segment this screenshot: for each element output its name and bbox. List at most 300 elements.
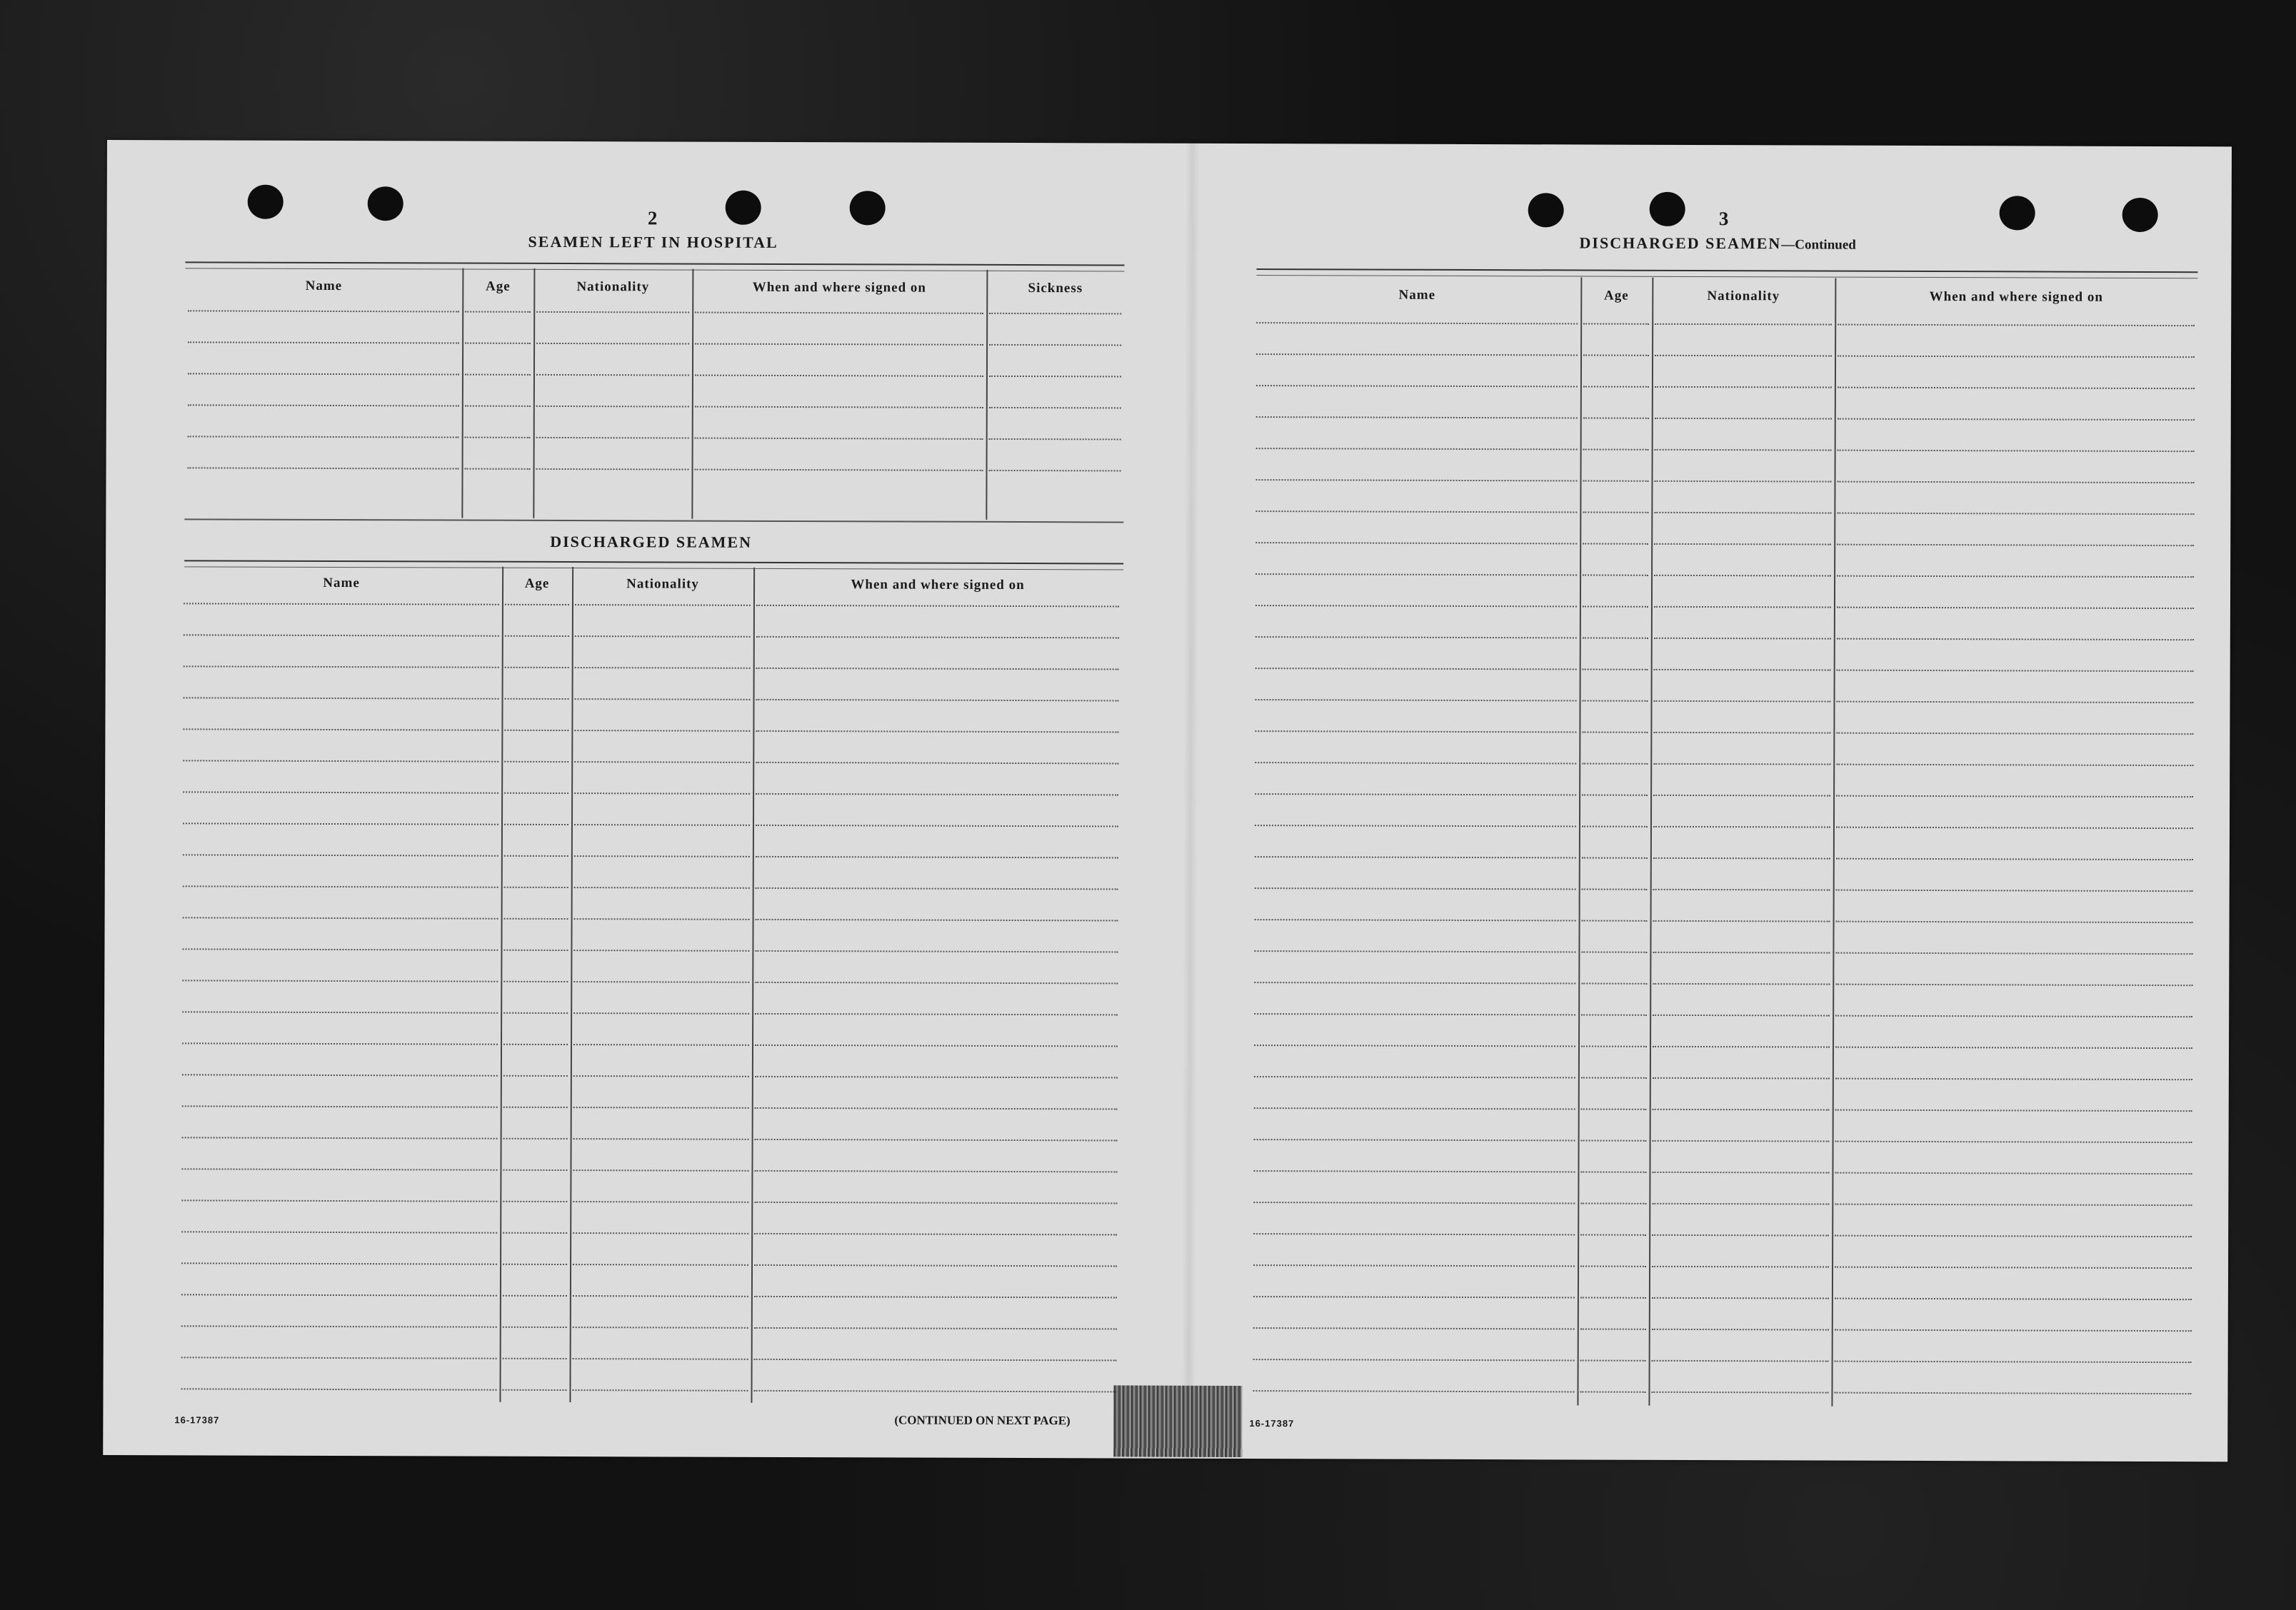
entry-row-line <box>1652 1234 1829 1237</box>
entry-row-line <box>756 762 1118 765</box>
entry-row-line <box>1255 762 1576 764</box>
column-header: Sickness <box>1028 280 1083 296</box>
entry-row-line <box>575 667 751 669</box>
punch-hole <box>1528 193 1564 227</box>
entry-row-line <box>1582 794 1648 795</box>
column-header: When and where signed on <box>752 279 927 296</box>
entry-row-line <box>1255 919 1576 921</box>
entry-row-line <box>1583 417 1649 418</box>
entry-row-line <box>503 1327 567 1328</box>
entry-row-line <box>756 699 1119 702</box>
entry-row-line <box>1254 1076 1575 1078</box>
entry-row-line <box>182 1105 498 1107</box>
entry-row-line <box>184 697 499 699</box>
column <box>1577 277 1652 1405</box>
entry-row-line <box>505 604 569 605</box>
entry-row-line <box>1581 982 1647 984</box>
entry-row-line <box>1582 763 1648 764</box>
entry-row-line <box>756 605 1119 608</box>
entry-row-line <box>1583 605 1648 607</box>
entry-row-line <box>1256 479 1578 481</box>
entry-row-line <box>754 1359 1117 1362</box>
entry-row-line <box>504 793 568 794</box>
entry-row-line <box>1653 1077 1830 1080</box>
entry-row-line <box>1655 386 1832 388</box>
entry-row-line <box>1580 1328 1646 1329</box>
entry-row-line <box>755 1045 1118 1047</box>
entry-row-line <box>1836 858 2193 861</box>
entry-row-line <box>754 1233 1117 1236</box>
entry-row-line <box>503 1201 567 1202</box>
column-header: Nationality <box>626 575 699 592</box>
entry-row-line <box>1653 889 1830 891</box>
entry-row-line <box>1835 1267 2192 1269</box>
entry-row-line <box>573 1264 748 1266</box>
column <box>1648 278 1835 1407</box>
entry-row-line <box>573 1201 748 1203</box>
entry-row-line <box>1255 730 1576 733</box>
entry-row-line <box>504 824 568 825</box>
entry-row-line <box>1654 700 1831 703</box>
entry-row-line <box>1253 1296 1575 1298</box>
discharged-cont-title <box>1580 233 1856 253</box>
entry-row-line <box>465 311 531 313</box>
entry-row-line <box>504 730 568 731</box>
discharged-section-title: DISCHARGED SEAMEN <box>550 532 753 551</box>
entry-row-line <box>1255 542 1577 544</box>
entry-row-line <box>1255 825 1576 827</box>
entry-row-line <box>1581 1045 1647 1047</box>
entry-row-line <box>188 467 459 469</box>
entry-row-line <box>756 636 1119 639</box>
entry-row-line <box>756 793 1118 796</box>
entry-row-line <box>503 1358 567 1359</box>
entry-row-line <box>573 981 749 983</box>
entry-row-line <box>1254 1013 1575 1015</box>
entry-row-line <box>1653 1109 1830 1111</box>
entry-row-line <box>503 1295 567 1297</box>
entry-row-line <box>1253 1170 1575 1172</box>
entry-row-line <box>1583 354 1649 356</box>
entry-row-line <box>503 981 568 982</box>
entry-row-line <box>1581 1139 1647 1141</box>
column <box>184 267 462 518</box>
entry-row-line <box>1654 575 1831 577</box>
entry-row-line <box>1583 668 1648 670</box>
entry-row-line <box>1253 1202 1575 1204</box>
entry-row-line <box>695 406 983 408</box>
entry-row-line <box>1654 638 1831 640</box>
entry-row-line <box>1838 450 2195 453</box>
entry-row-line <box>1580 1359 1646 1361</box>
entry-row-line <box>505 667 569 668</box>
entry-row-line <box>1655 449 1832 451</box>
entry-row-line <box>573 1075 749 1077</box>
continued-note: (CONTINUED ON NEXT PAGE) <box>894 1413 1071 1428</box>
entry-row-line <box>573 1012 749 1015</box>
entry-row-line <box>573 1138 749 1140</box>
entry-row-line <box>1654 606 1831 608</box>
entry-row-line <box>1255 793 1576 795</box>
column-header: Nationality <box>576 278 650 294</box>
entry-row-line <box>1835 1235 2192 1238</box>
entry-row-line <box>182 1074 498 1076</box>
entry-row-line <box>1254 1045 1575 1047</box>
entry-row-line <box>1652 1172 1829 1174</box>
entry-row-line <box>1256 353 1578 356</box>
binding-smudge <box>1113 1385 1242 1457</box>
entry-row-line <box>1254 1107 1575 1110</box>
entry-row-line <box>574 887 750 889</box>
entry-row-line <box>754 1296 1117 1299</box>
column-header: Age <box>524 575 550 591</box>
entry-row-line <box>1582 920 1648 921</box>
entry-row-line <box>755 982 1118 985</box>
entry-row-line <box>1654 512 1831 514</box>
entry-row-line <box>573 1327 748 1329</box>
entry-row-line <box>1653 920 1830 922</box>
entry-row-line <box>503 1044 568 1045</box>
column-header: When and where signed on <box>851 576 1025 593</box>
entry-row-line <box>188 373 459 375</box>
entry-row-line <box>188 341 459 343</box>
entry-row-line <box>1582 731 1648 733</box>
discharged-cont-title-main: DISCHARGED SEAMEN <box>1579 233 1782 253</box>
entry-row-line <box>1837 513 2194 515</box>
entry-row-line <box>1652 1360 1829 1362</box>
entry-row-line <box>1253 1390 1575 1392</box>
entry-row-line <box>989 470 1121 472</box>
entry-row-line <box>1255 636 1577 638</box>
discharged-cont-title-suffix: —Continued <box>1781 237 1856 253</box>
entry-row-line <box>1255 856 1576 858</box>
punch-hole <box>850 191 886 225</box>
entry-row-line <box>1837 638 2194 641</box>
entry-row-line <box>695 469 983 471</box>
entry-row-line <box>1580 1171 1646 1172</box>
entry-row-line <box>1583 637 1648 638</box>
entry-row-line <box>536 468 689 471</box>
punch-hole <box>368 186 403 221</box>
entry-row-line <box>989 376 1121 378</box>
form-sheet <box>103 140 2232 1461</box>
entry-row-line <box>1653 1140 1830 1142</box>
entry-row-line <box>465 406 531 407</box>
entry-row-line <box>184 634 499 636</box>
entry-row-line <box>184 603 499 605</box>
entry-row-line <box>1254 1139 1575 1141</box>
entry-row-line <box>465 437 531 438</box>
entry-row-line <box>1582 825 1648 827</box>
entry-row-line <box>182 948 498 950</box>
entry-row-line <box>754 1327 1117 1330</box>
entry-row-line <box>1581 1108 1647 1110</box>
entry-row-line <box>1653 732 1830 734</box>
entry-row-line <box>1836 733 2193 735</box>
entry-row-line <box>573 1358 748 1360</box>
entry-row-line <box>695 438 983 440</box>
entry-row-line <box>1255 605 1577 607</box>
entry-row-line <box>573 1169 748 1172</box>
entry-row-line <box>573 1107 749 1109</box>
entry-row-line <box>504 855 568 857</box>
entry-row-line <box>572 1389 748 1392</box>
entry-row-line <box>182 1011 498 1013</box>
entry-row-line <box>1653 857 1830 860</box>
entry-row-line <box>1255 699 1577 701</box>
entry-row-line <box>989 344 1121 346</box>
column-header: Name <box>323 575 360 590</box>
entry-row-line <box>465 374 531 376</box>
entry-row-line <box>1582 888 1648 890</box>
entry-row-line <box>756 668 1119 670</box>
entry-row-line <box>181 1168 497 1170</box>
entry-row-line <box>1253 1264 1575 1267</box>
entry-row-line <box>754 1202 1117 1204</box>
entry-row-line <box>1835 1298 2192 1301</box>
entry-row-line <box>1838 481 2195 484</box>
entry-row-line <box>575 604 751 606</box>
entry-row-line <box>695 343 983 346</box>
hospital-table <box>184 267 1124 520</box>
entry-row-line <box>574 730 750 732</box>
entry-row-line <box>1256 416 1578 418</box>
entry-row-line <box>755 1139 1118 1142</box>
entry-row-line <box>1655 418 1832 420</box>
column <box>533 268 692 519</box>
entry-row-line <box>1835 1172 2192 1175</box>
column <box>691 269 986 520</box>
column <box>178 565 502 1402</box>
entry-row-line <box>574 793 750 795</box>
entry-row-line <box>1834 1392 2191 1395</box>
entry-row-line <box>1653 1046 1830 1048</box>
entry-row-line <box>1583 323 1649 324</box>
entry-row-line <box>1253 1359 1575 1361</box>
entry-row-line <box>1654 669 1831 671</box>
entry-row-line <box>574 918 750 920</box>
discharged-table <box>178 565 1122 1404</box>
entry-row-line <box>181 1231 497 1233</box>
discharged-cont-table <box>1250 276 2197 1407</box>
entry-row-line <box>183 728 498 730</box>
entry-row-line <box>695 312 983 314</box>
entry-row-line <box>573 1044 749 1046</box>
column <box>499 567 572 1402</box>
entry-row-line <box>1836 827 2193 830</box>
entry-row-line <box>574 855 750 857</box>
entry-row-line <box>989 438 1121 441</box>
entry-row-line <box>536 343 689 345</box>
entry-row-line <box>1256 448 1578 450</box>
entry-row-line <box>505 698 569 700</box>
entry-row-line <box>503 1107 568 1108</box>
entry-row-line <box>503 1138 568 1139</box>
entry-row-line <box>1837 670 2194 673</box>
entry-row-line <box>188 404 459 406</box>
entry-row-line <box>1256 385 1578 387</box>
entry-row-line <box>182 1137 498 1139</box>
entry-row-line <box>1580 1297 1646 1298</box>
entry-row-line <box>1652 1329 1829 1331</box>
entry-row-line <box>1583 700 1648 701</box>
entry-row-line <box>1253 1233 1575 1235</box>
entry-row-line <box>503 1012 568 1014</box>
entry-row-line <box>181 1325 497 1327</box>
entry-row-line <box>183 760 498 762</box>
left-page-number: 2 <box>647 207 658 229</box>
entry-row-line <box>1835 1361 2192 1364</box>
column <box>1250 276 1580 1405</box>
entry-row-line <box>1255 887 1576 890</box>
entry-row-line <box>574 824 750 826</box>
entry-row-line <box>505 635 569 637</box>
punch-hole <box>2000 196 2035 230</box>
entry-row-line <box>1835 1204 2192 1207</box>
right-form-number: 16-17387 <box>1249 1418 1295 1429</box>
entry-row-line <box>1655 481 1832 483</box>
entry-row-line <box>1655 355 1832 357</box>
entry-row-line <box>1582 857 1648 858</box>
entry-row-line <box>1583 543 1648 544</box>
entry-row-line <box>1835 1110 2192 1112</box>
entry-row-line <box>1836 890 2193 892</box>
entry-row-line <box>503 1169 567 1171</box>
entry-row-line <box>1651 1392 1828 1394</box>
entry-row-line <box>1836 764 2193 767</box>
column <box>1831 278 2197 1408</box>
entry-row-line <box>989 313 1121 315</box>
entry-row-line <box>536 311 689 313</box>
entry-row-line <box>1256 322 1578 324</box>
entry-row-line <box>756 887 1118 890</box>
entry-row-line <box>504 918 568 920</box>
entry-row-line <box>754 1264 1117 1267</box>
column-header: Age <box>1603 288 1629 303</box>
entry-row-line <box>181 1357 497 1359</box>
entry-row-line <box>573 1295 748 1297</box>
entry-row-line <box>503 1264 567 1265</box>
entry-row-line <box>1837 607 2194 610</box>
entry-row-line <box>1838 324 2195 327</box>
entry-row-line <box>756 919 1118 922</box>
entry-row-line <box>1653 763 1830 765</box>
entry-row-line <box>1838 356 2195 358</box>
entry-row-line <box>1653 1015 1830 1017</box>
entry-row-line <box>503 950 568 951</box>
entry-row-line <box>181 1388 497 1390</box>
entry-row-line <box>1836 795 2193 798</box>
entry-row-line <box>536 374 689 376</box>
entry-row-line <box>1837 701 2194 704</box>
punch-hole <box>248 185 284 219</box>
entry-row-line <box>182 980 498 982</box>
entry-row-line <box>1583 574 1648 575</box>
column-header: Name <box>1398 287 1436 303</box>
entry-row-line <box>465 468 531 470</box>
entry-row-line <box>502 1389 566 1391</box>
entry-row-line <box>183 917 498 919</box>
entry-row-line <box>1838 387 2195 390</box>
left-form-number: 16-17387 <box>174 1414 220 1426</box>
entry-row-line <box>1652 1266 1829 1268</box>
entry-row-line <box>754 1170 1117 1173</box>
entry-row-line <box>1836 921 2193 924</box>
entry-row-line <box>1838 418 2195 421</box>
column-header: Name <box>305 278 343 293</box>
entry-row-line <box>1653 826 1830 828</box>
column-header: Nationality <box>1707 288 1780 304</box>
entry-row-line <box>1253 1327 1575 1329</box>
entry-row-line <box>1655 323 1832 326</box>
entry-row-line <box>695 375 983 377</box>
entry-row-line <box>188 436 459 438</box>
entry-row-line <box>1583 511 1648 513</box>
entry-row-line <box>188 310 459 312</box>
entry-row-line <box>1580 1202 1646 1204</box>
entry-row-line <box>536 406 689 408</box>
entry-row-line <box>1835 952 2192 955</box>
entry-row-line <box>756 825 1118 827</box>
entry-row-line <box>1581 1014 1647 1015</box>
entry-row-line <box>504 761 568 763</box>
punch-hole <box>1650 192 1685 226</box>
entry-row-line <box>989 407 1121 409</box>
entry-row-line <box>1837 575 2194 578</box>
page-fold <box>1181 144 1200 1459</box>
entry-row-line <box>1581 951 1647 952</box>
entry-row-line <box>183 822 498 825</box>
entry-row-line <box>465 343 531 344</box>
entry-row-line <box>181 1294 497 1296</box>
entry-row-line <box>1580 1265 1646 1267</box>
entry-row-line <box>1254 950 1575 952</box>
entry-row-line <box>1654 543 1831 545</box>
entry-row-line <box>503 1075 568 1077</box>
punch-hole <box>2122 198 2158 232</box>
entry-row-line <box>1837 544 2194 547</box>
column <box>461 268 533 518</box>
entry-row-line <box>1254 982 1575 984</box>
entry-row-line <box>1583 386 1649 387</box>
entry-row-line <box>1255 573 1577 575</box>
entry-row-line <box>1835 1329 2192 1332</box>
entry-row-line <box>182 1042 498 1045</box>
entry-row-line <box>574 761 750 763</box>
entry-row-line <box>183 791 498 793</box>
entry-row-line <box>536 437 689 439</box>
entry-row-line <box>1835 984 2192 987</box>
entry-row-line <box>755 1013 1118 1016</box>
entry-row-line <box>1652 1203 1829 1205</box>
entry-row-line <box>753 1390 1116 1393</box>
entry-row-line <box>1835 1047 2192 1050</box>
entry-row-line <box>1580 1391 1645 1392</box>
entry-row-line <box>1653 795 1830 797</box>
entry-row-line <box>184 665 499 668</box>
entry-row-line <box>756 730 1118 733</box>
entry-row-line <box>1581 1077 1647 1078</box>
entry-row-line <box>573 1232 748 1234</box>
entry-row-line <box>1583 480 1649 481</box>
entry-row-line <box>755 1076 1118 1079</box>
entry-row-line <box>504 887 568 888</box>
entry-row-line <box>1652 1297 1829 1299</box>
entry-row-line <box>573 950 749 952</box>
column <box>986 270 1124 520</box>
entry-row-line <box>1255 510 1577 513</box>
hospital-section-title: SEAMEN LEFT IN HOSPITAL <box>528 232 778 251</box>
